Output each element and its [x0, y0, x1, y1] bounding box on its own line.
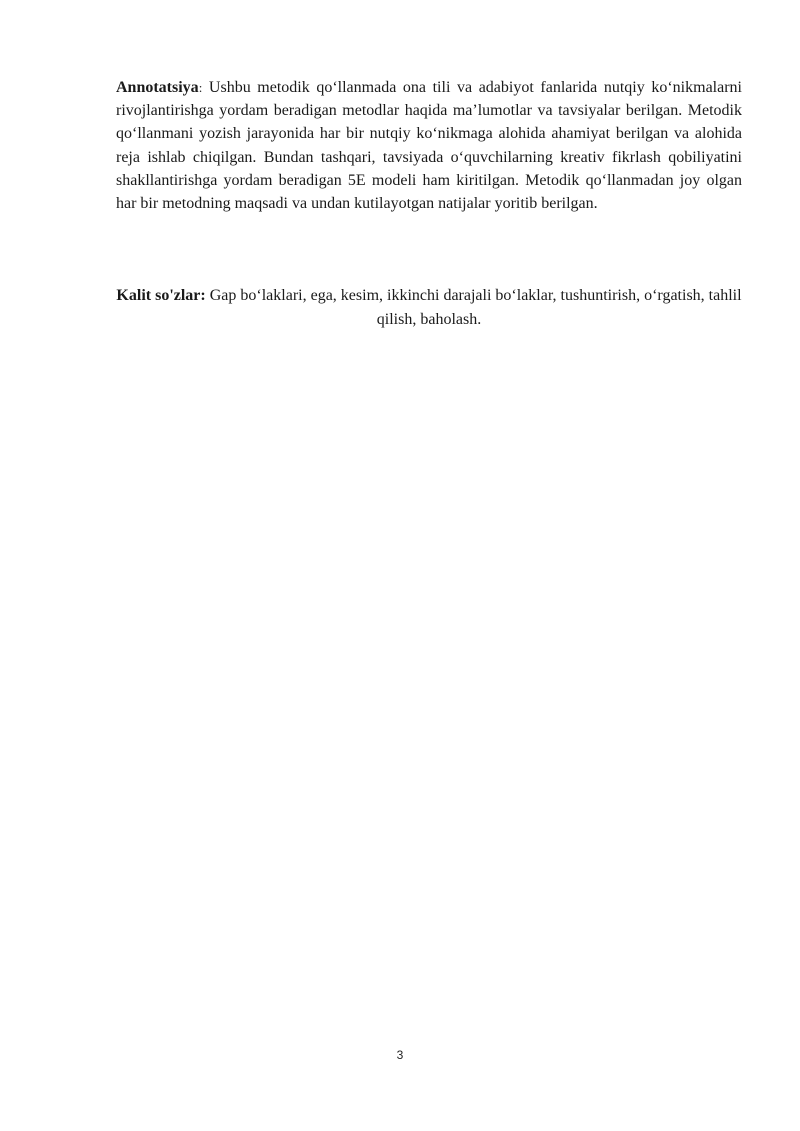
- keywords-paragraph: [116, 284, 742, 331]
- annotation-label: Annotatsiya: [116, 79, 199, 96]
- annotation-text: Ushbu metodik qo‘llanmada ona tili va adabiyot fanlarida nutqiy ko‘nikmalarni rivojlantirishga yordam beradigan metodlar haqida ma’lumotlar va tavsiyalar berilgan. Metodik qo‘llanmani yozish jarayonida har bir nutqiy ko‘nikmaga alohida ahamiyat berilgan va alohida reja ishlab chiqilgan. Bundan tashqari, tavsiyada o‘quvchilarning kreativ fikrlash qobiliyatini shakllantirishga yordam beradigan 5E modeli ham kiritilgan. Metodik qo‘llanmadan joy olgan har bir metodning maqsadi va undan kutilayotgan natijalar yoritib berilgan.: [116, 79, 742, 213]
- page-number: 3: [396, 1048, 404, 1062]
- annotation-paragraph: [116, 76, 742, 215]
- keywords-separator: :: [200, 287, 206, 304]
- keywords-text: Gap bo‘laklari, ega, kesim, ikkinchi darajali bo‘laklar, tushuntirish, o‘rgatish, tahlil qilish, baholash.: [205, 287, 742, 328]
- keywords-label: Kalit so'zlar: [116, 287, 201, 304]
- annotation-separator: :: [198, 80, 203, 95]
